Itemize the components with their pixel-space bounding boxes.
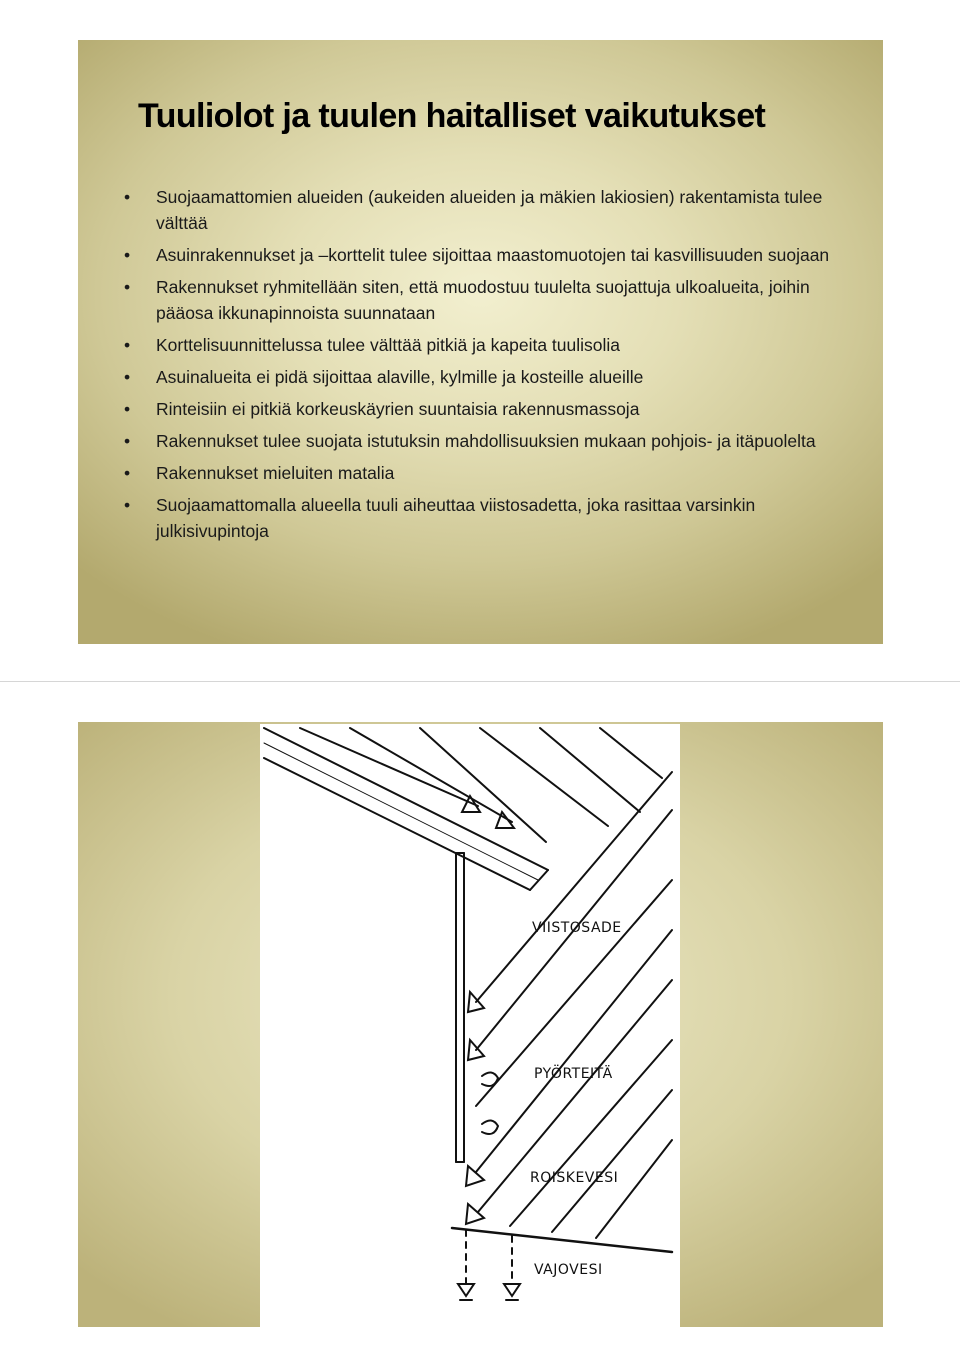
slide-title: Tuuliolot ja tuulen haitalliset vaikutukset [138, 97, 766, 135]
rain-line [596, 1140, 672, 1238]
label-slanting-rain: VIISTOSADE [532, 920, 622, 936]
rain-arrow [540, 728, 640, 812]
bullet-item: • Rakennukset tulee suojata istutuksin mahdollisuuksien mukaan pohjois- ja itäpuolelta [156, 428, 856, 454]
label-eddies: PYÖRTEITÄ [534, 1066, 613, 1082]
rain-arrow [480, 728, 608, 826]
bullet-item: • Suojaamattomien alueiden (aukeiden alueiden ja mäkien lakiosien) rakentamista tulee välttää [156, 184, 856, 236]
eddy-curl [482, 1072, 498, 1086]
seepage-arrowhead [458, 1284, 520, 1300]
ground-line [452, 1228, 672, 1252]
rain-arrow [600, 728, 662, 778]
facade-wall [456, 853, 464, 1162]
bullet-item: • Asuinalueita ei pidä sijoittaa alaville, kylmille ja kosteille alueille [156, 364, 856, 390]
roof-eave [264, 728, 548, 890]
seepage-arrow [466, 1230, 512, 1284]
bullet-item: • Suojaamattomalla alueella tuuli aiheuttaa viistosadetta, joka rasittaa varsinkin julkisivupintoja [156, 492, 856, 544]
bullet-item: • Rakennukset mieluiten matalia [156, 460, 856, 486]
bullet-item: • Rakennukset ryhmitellään siten, että muodostuu tuulelta suojattuja ulkoalueita, joihin pääosa ikkunapinnoista suunnataan [156, 274, 856, 326]
rain-arrow [420, 728, 546, 842]
eddy-curl [482, 1120, 498, 1134]
label-splash-water: ROISKEVESI [530, 1170, 619, 1186]
label-seepage-water: VAJOVESI [534, 1262, 603, 1278]
bullet-item: • Asuinrakennukset ja –korttelit tulee sijoittaa maastomuotojen tai kasvillisuuden suojaan [156, 242, 856, 268]
bullet-item: • Rinteisiin ei pitkiä korkeuskäyrien suuntaisia rakennusmassoja [156, 396, 856, 422]
rain-arrowhead [466, 1166, 484, 1186]
rain-line [552, 1090, 672, 1232]
bullet-item: • Korttelisuunnittelussa tulee välttää pitkiä ja kapeita tuulisolia [156, 332, 856, 358]
rain-arrow [300, 728, 480, 812]
